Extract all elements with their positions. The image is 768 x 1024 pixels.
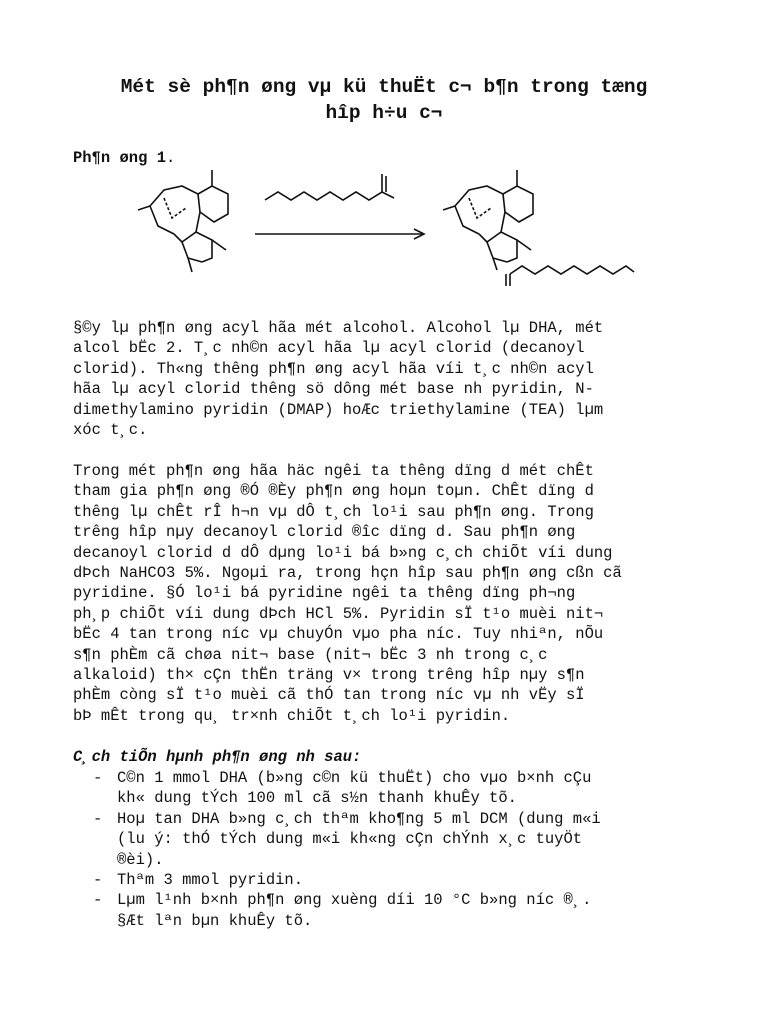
paragraph-line: phÈm còng sÏ t¹o muèi cã thÓ tan trong níc vµ nh vËy sÏ bbox=[73, 686, 585, 705]
procedure-step bbox=[93, 768, 713, 809]
step-line: ®èi). bbox=[117, 850, 164, 869]
reaction-arrow bbox=[255, 229, 424, 239]
reaction-scheme-figure bbox=[100, 160, 660, 310]
list-dash: - bbox=[93, 809, 103, 828]
paragraph-line: alcol bËc 2. T¸c nh©n acyl hãa lµ acyl clorid (decanoyl bbox=[73, 339, 585, 358]
paragraph-line: dÞch NaHCO3 5%. Ngoµi ra, trong hçn hîp sau ph¶n øng cßn cã bbox=[73, 564, 622, 583]
paragraph-line: clorid). Th«ng thêng ph¶n øng acyl hãa víi t¸c nh©n acyl bbox=[73, 359, 594, 378]
document-title bbox=[60, 74, 708, 126]
procedure-step bbox=[93, 870, 713, 890]
title-line-2: hîp h÷u c¬ bbox=[325, 102, 443, 124]
paragraph-line: alkaloid) th× cÇn thËn träng v× trong trêng hîp nµy s¶n bbox=[73, 666, 585, 685]
paragraph-line: §©y lµ ph¶n øng acyl hãa mét alcohol. Alcohol lµ DHA, mét bbox=[73, 319, 604, 337]
reaction-heading-period: . bbox=[166, 149, 176, 167]
step-line: Hoµ tan DHA b»ng c¸ch thªm kho¶ng 5 ml DCM (dung m«i bbox=[117, 809, 601, 828]
step-line: kh« dung tÝch 100 ml cã s½n thanh khuÊy tõ. bbox=[117, 789, 517, 808]
decanoyl-chloride-structure bbox=[265, 174, 394, 200]
procedure-list bbox=[93, 768, 713, 931]
step-line: Lµm l¹nh b×nh ph¶n øng xuèng díi 10 °C b»ng níc ®¸. bbox=[117, 891, 592, 910]
paragraph-workup bbox=[73, 461, 713, 726]
step-line: (lu ý: thÓ tÝch dung m«i kh«ng cÇn chÝnh x¸c tuyÖt bbox=[117, 830, 583, 849]
paragraph-line: tham gia ph¶n øng ®Ó ®Èy ph¶n øng hoµn toµn. ChÊt dïng d bbox=[73, 482, 594, 501]
procedure-step bbox=[93, 809, 713, 870]
step-line: §Æt lªn bµn khuÊy tõ. bbox=[117, 911, 313, 930]
title-line-1: Mét sè ph¶n øng vµ kü thuËt c¬ b¶n trong tæng bbox=[120, 76, 648, 98]
paragraph-line: trêng hîp nµy decanoyl clorid ®îc dïng d. Sau ph¶n øng bbox=[73, 523, 576, 542]
paragraph-line: thêng lµ chÊt rÎ h¬n vµ dÔ t¸ch lo¹i sau ph¶n øng. Trong bbox=[73, 502, 594, 521]
paragraph-line: hãa lµ acyl clorid thêng sö dông mét base nh pyridin, N- bbox=[73, 380, 594, 399]
paragraph-line: bÞ mÊt trong qu¸ tr×nh chiÕt t¸ch lo¹i pyridin. bbox=[73, 706, 511, 725]
paragraph-line: pyridine. §Ó lo¹i bá pyridine ngêi ta thêng dïng ph¬ng bbox=[73, 584, 576, 603]
paragraph-line: dimethylamino pyridin (DMAP) hoÆc triethylamine (TEA) lµm bbox=[73, 400, 604, 419]
paragraph-line: bËc 4 tan trong níc vµ chuyÓn vµo pha níc. Tuy nhiªn, nÕu bbox=[73, 625, 604, 644]
step-line: C©n 1 mmol DHA (b»ng c©n kü thuËt) cho vµo b×nh cÇu bbox=[117, 769, 592, 787]
paragraph-line: Trong mét ph¶n øng hãa häc ngêi ta thêng dïng d mét chÊt bbox=[73, 462, 594, 480]
step-line: Thªm 3 mmol pyridin. bbox=[117, 871, 304, 890]
product-structure bbox=[443, 170, 634, 286]
list-dash: - bbox=[93, 769, 103, 787]
paragraph-line: xóc t¸c. bbox=[73, 421, 148, 440]
procedure-heading: C¸ch tiÕn hµnh ph¶n øng nh sau: bbox=[73, 748, 362, 766]
list-dash: - bbox=[93, 871, 103, 890]
reaction-heading-label: Ph¶n øng 1 bbox=[73, 149, 167, 167]
paragraph-acylation-intro bbox=[73, 318, 713, 440]
paragraph-line: ph¸p chiÕt víi dung dÞch HCl 5%. Pyridin sÏ t¹o muèi nit¬ bbox=[73, 604, 604, 623]
paragraph-line: decanoyl clorid d dÔ dµng lo¹i bá b»ng c¸ch chiÕt víi dung bbox=[73, 543, 613, 562]
list-dash: - bbox=[93, 891, 103, 910]
paragraph-line: s¶n phÈm cã chøa nit¬ base (nit¬ bËc 3 nh trong c¸c bbox=[73, 645, 548, 664]
procedure-step bbox=[93, 890, 713, 931]
dha-structure bbox=[138, 170, 228, 272]
